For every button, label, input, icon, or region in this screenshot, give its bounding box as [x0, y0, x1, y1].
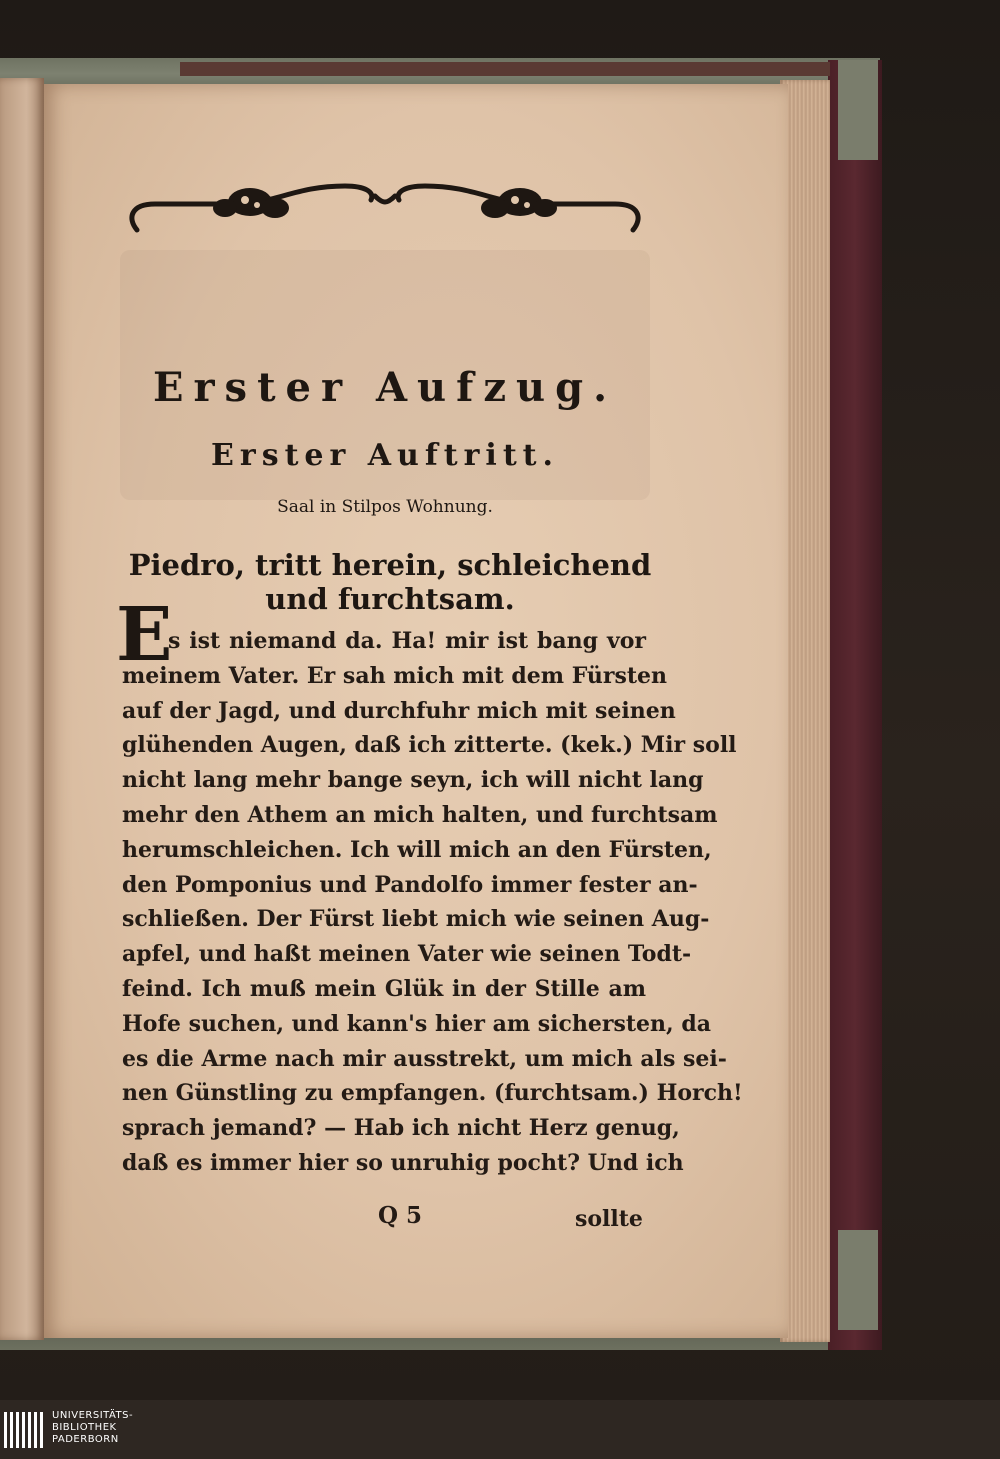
logo-line: BIBLIOTHEK — [52, 1422, 117, 1433]
left-page-edge — [0, 78, 44, 1340]
footer-bar — [0, 1408, 1000, 1459]
text-line: nicht lang mehr bange seyn, ich will nicht lang — [122, 767, 704, 794]
text-line: daß es immer hier so unruhig pocht? Und ich — [122, 1149, 684, 1176]
book-cover-right-edge — [828, 60, 882, 1350]
text-line: nen Günstling zu empfangen. (furchtsam.) Horch! — [122, 1080, 743, 1107]
ornament-headpiece-icon — [125, 178, 645, 240]
act-heading: Erster Aufzug. — [152, 364, 618, 411]
speaker-direction: Piedro, tritt herein, schleichend und furchtsam. — [128, 548, 652, 616]
library-logo-text — [52, 1410, 133, 1446]
book-corner-cloth-bottom — [838, 1230, 878, 1330]
text-line: apfel, und haßt meinen Vater wie seinen Todt- — [122, 941, 692, 968]
signature-mark: Q 5 — [378, 1202, 423, 1229]
stage-setting: Saal in Stilpos Wohnung. — [277, 497, 493, 517]
logo-line: UNIVERSITÄTS- — [52, 1410, 134, 1421]
catchword: sollte — [575, 1206, 643, 1232]
text-line: mehr den Athem an mich halten, und furchtsam — [122, 801, 718, 828]
drop-cap: E — [116, 592, 173, 678]
text-line: schließen. Der Fürst liebt mich wie seinen Aug- — [122, 906, 710, 933]
text-line: den Pomponius und Pandolfo immer fester an- — [122, 871, 698, 898]
text-line: feind. Ich muß mein Glük in der Stille am — [122, 975, 646, 1002]
text-line: meinem Vater. Er sah mich mit dem Fürsten — [122, 662, 668, 689]
text-line: Hofe suchen, und kann's hier am sichersten, da — [122, 1010, 711, 1037]
headband — [180, 62, 830, 76]
book-corner-cloth-top — [838, 60, 878, 160]
body-text — [122, 624, 743, 1181]
text-line: es die Arme nach mir ausstrekt, um mich als sei- — [122, 1045, 727, 1072]
library-logo-icon — [4, 1412, 44, 1448]
text-line: herumschleichen. Ich will mich an den Fürsten, — [122, 836, 712, 863]
logo-line: PADERBORN — [52, 1434, 119, 1445]
text-line: glühenden Augen, daß ich zitterte. (kek.) Mir soll — [122, 732, 737, 759]
text-line: s ist niemand da. Ha! mir ist bang vor — [168, 628, 646, 654]
text-line: sprach jemand? — Hab ich nicht Herz genug, — [122, 1115, 680, 1142]
text-line: auf der Jagd, und durchfuhr mich mit seinen — [122, 697, 676, 724]
scene-heading: Erster Auftritt. — [211, 438, 559, 473]
